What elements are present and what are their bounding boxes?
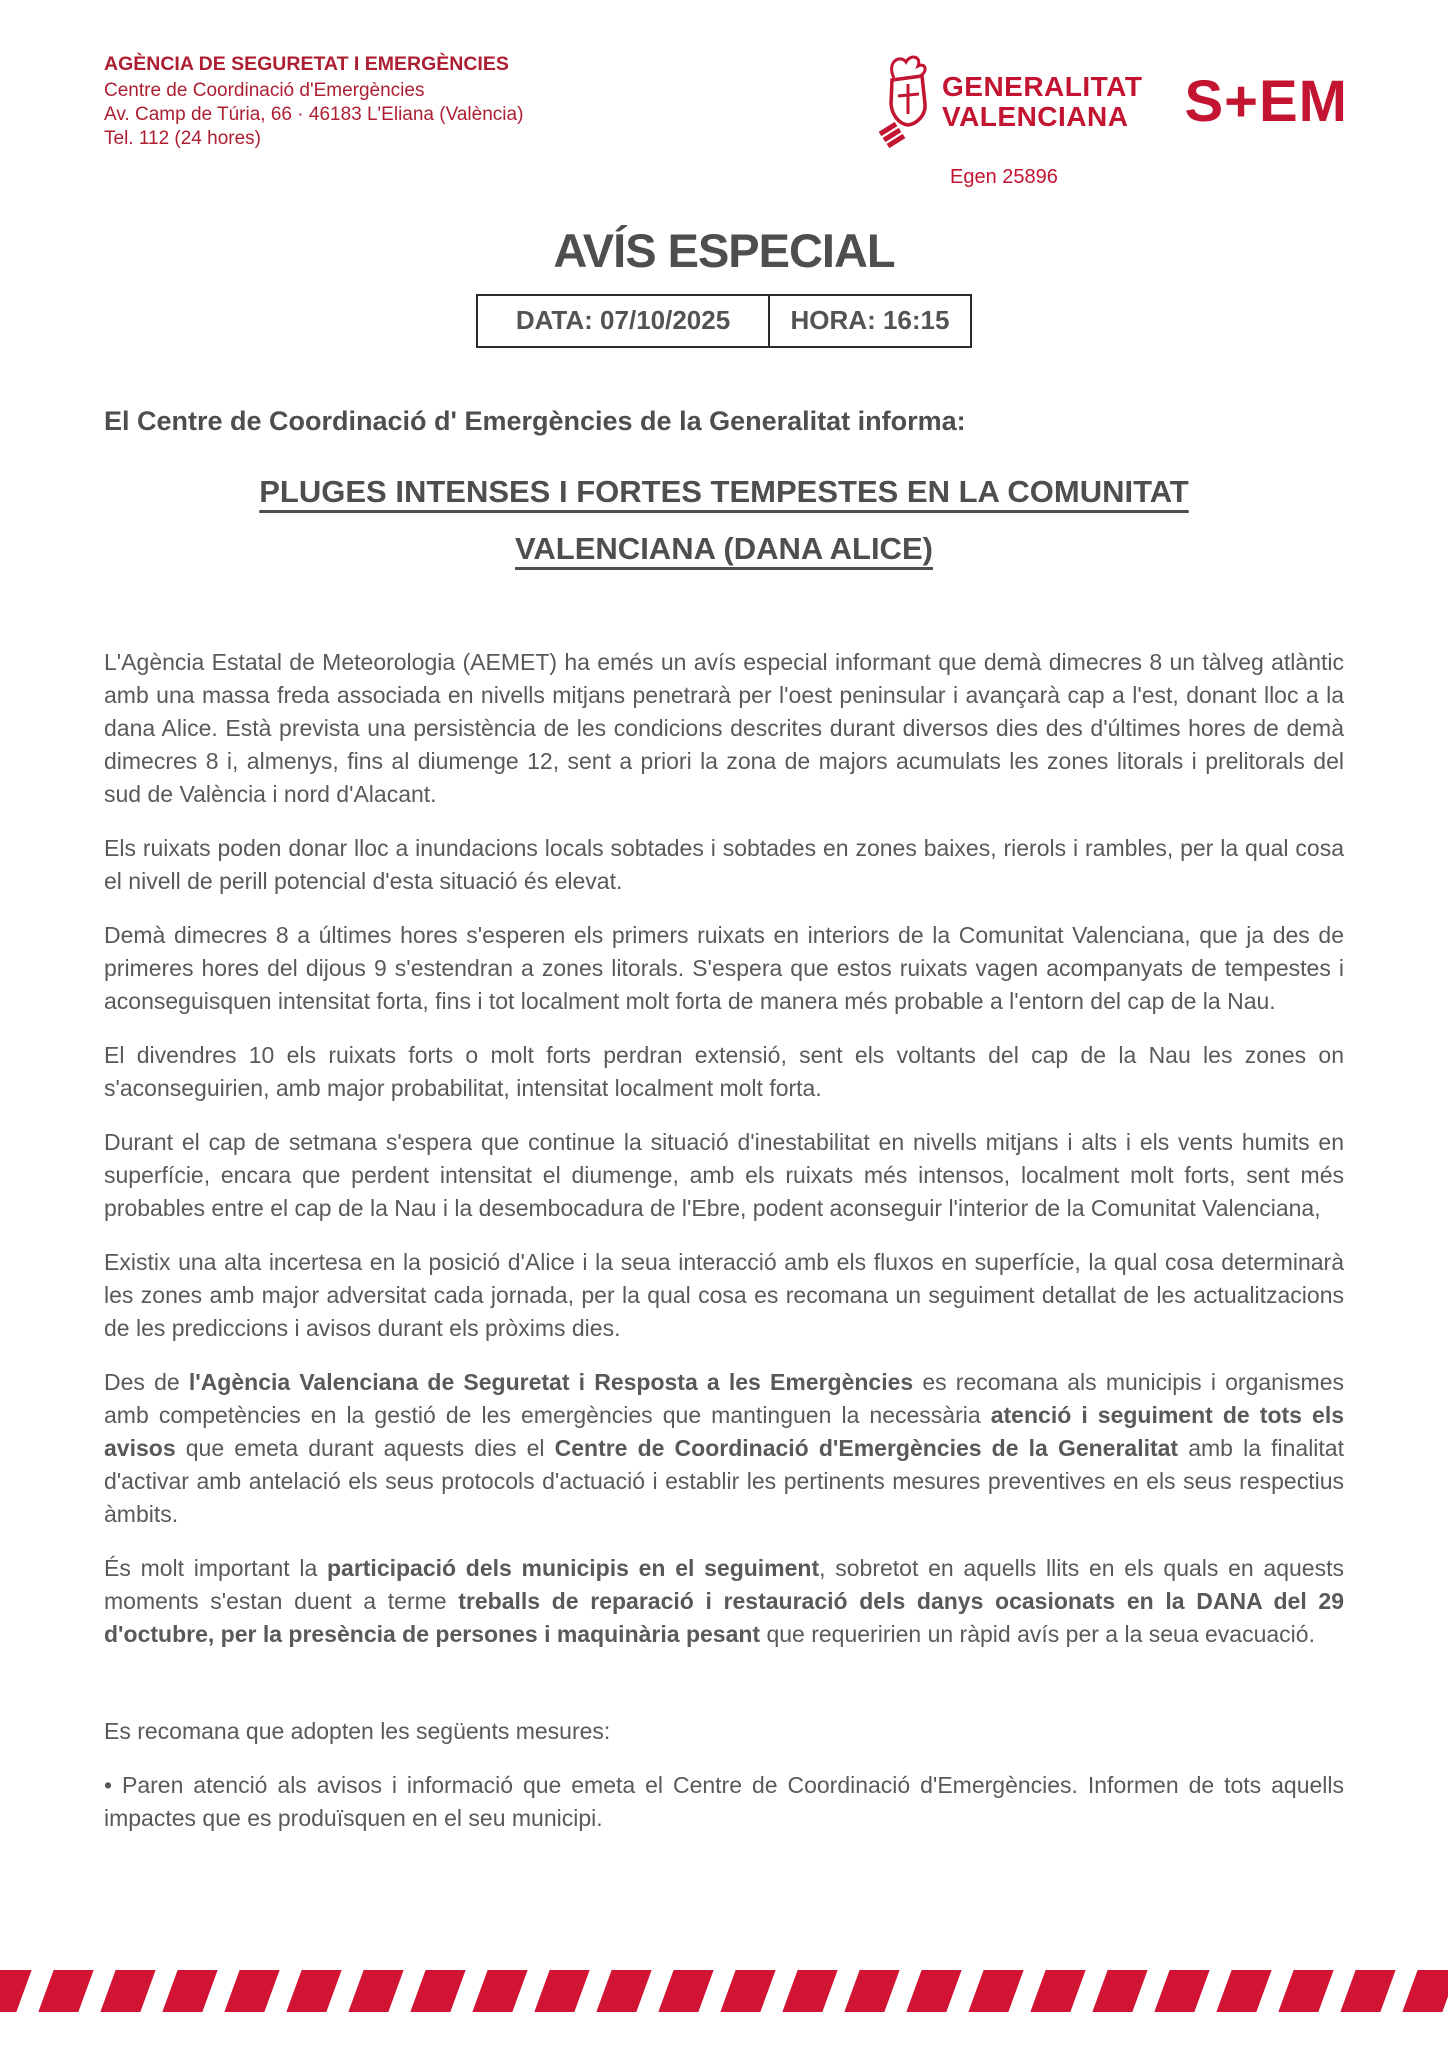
paragraph: Des de l'Agència Valenciana de Seguretat i Resposta a les Emergències es recomana als municipis i organismes amb competències en la gestió de les emergències que mantinguen la necessària atenció i seguiment de tots els avisos que emeta durant aquests dies el Centre de Coordinació d'Emergències de la Generalitat amb la finalitat d'activar amb antelació els seus protocols d'actuació i establir les pertinents mesures preventives en els seus respectius àmbits. — [104, 1368, 1345, 1527]
logo-block — [872, 52, 1348, 189]
time-value: HORA: 16:15 — [790, 305, 950, 335]
hazard-stripe — [844, 1970, 899, 2012]
generalitat-crest-icon — [872, 52, 930, 152]
paragraph: Demà dimecres 8 a últimes hores s'esperen els primers ruixats en interiors de la Comunitat Valenciana, que ja des de primeres hores del dijous 9 s'estendran a zones litorals. S'espera que estos ruixats vagen acompanyats de tempestes i aconseguisquen intensitat forta, fins i tot localment molt forta de manera més probable a l'entorn del cap de la Nau. — [104, 921, 1344, 1014]
hazard-stripe-band — [0, 1970, 1448, 2012]
hazard-stripe — [534, 1970, 589, 2012]
hazard-stripe — [0, 1970, 32, 2012]
hazard-stripe — [286, 1970, 341, 2012]
generalitat-logo-text — [942, 72, 1142, 132]
hazard-stripe — [38, 1970, 93, 2012]
measure-bullet-item: • Paren atenció als avisos i informació que emeta el Centre de Coordinació d'Emergències. Informen de tots aquells impactes que es produïsquen en el seu municipi. — [104, 1771, 1344, 1831]
hazard-stripe — [100, 1970, 155, 2012]
notice-body — [104, 646, 1344, 1835]
date-time-box — [476, 294, 972, 348]
agency-name: AGÈNCIA DE SEGURETAT I EMERGÈNCIES — [104, 53, 509, 75]
hazard-stripe — [906, 1970, 961, 2012]
hazard-stripe — [1030, 1970, 1085, 2012]
hazard-stripe — [224, 1970, 279, 2012]
agency-department: Centre de Coordinació d'Emergències — [104, 80, 425, 101]
hazard-stripe — [1278, 1970, 1333, 2012]
hazard-stripe — [782, 1970, 837, 2012]
paragraph: L'Agència Estatal de Meteorologia (AEMET) ha emés un avís especial informant que demà dimecres 8 un tàlveg atlàntic amb una massa freda associada en nivells mitjans penetrarà per l'oest peninsular i avançarà cap a l'est, donant lloc a la dana Alice. Està prevista una persistència de les condicions descrites durant diversos dies des d'últimes hores de demà dimecres 8 i, almenys, fins al diumenge 12, sent a priori la zona de majors acumulats les zones litorals i prelitorals del sud de València i nord d'Alacant. — [104, 648, 1344, 807]
notice-title: AVÍS ESPECIAL — [553, 224, 895, 277]
paragraph: Els ruixats poden donar lloc a inundacions locals sobtades i sobtades en zones baixes, rierols i rambles, per la qual cosa el nivell de perill potencial d'esta situació és elevat. — [104, 834, 1344, 894]
date-value: DATA: 07/10/2025 — [478, 296, 770, 346]
hazard-stripe — [410, 1970, 465, 2012]
paragraph: Existix una alta incertesa en la posició d'Alice i la seua interacció amb els fluxos en superfície, la qual cosa determinarà les zones amb major adversitat cada jornada, per la qual cosa es recomana un seguiment detallat de les actualitzacions de les prediccions i avisos durant els pròxims dies. — [104, 1248, 1344, 1341]
agency-address: Av. Camp de Túria, 66 · 46183 L'Eliana (València) — [104, 104, 524, 125]
hazard-stripe — [1154, 1970, 1209, 2012]
paragraph: És molt important la participació dels municipis en el seguiment, sobretot en aquells llits en els quals en aquests moments s'estan duent a terme treballs de reparació i restauració dels danys ocasionats en la DANA del 29 d'octubre, per la presència de persones i maquinària pesant que requeririen un ràpid avís per a la seua evacuació. — [104, 1554, 1344, 1647]
agency-block — [104, 52, 523, 151]
hazard-stripe — [348, 1970, 403, 2012]
hazard-stripe — [658, 1970, 713, 2012]
hazard-stripe — [1092, 1970, 1147, 2012]
generalitat-line1: GENERALITAT — [941, 71, 1143, 102]
measures-intro: Es recomana que adopten les següents mesures: — [104, 1717, 611, 1744]
generalitat-logo — [872, 52, 1348, 152]
paragraph: Durant el cap de setmana s'espera que continue la situació d'inestabilitat en nivells mitjans i alts i els vents humits en superfície, encara que perdent intensitat el diumenge, amb els ruixats més intensos, localment molt forts, sent més probables entre el cap de la Nau i la desembocadura de l'Ebre, podent aconseguir l'interior de la Comunitat Valenciana, — [104, 1128, 1344, 1221]
agency-phone: Tel. 112 (24 hores) — [104, 128, 262, 149]
subject-title: PLUGES INTENSES I FORTES TEMPESTES EN LA COMUNITAT VALENCIANA (DANA ALICE) — [259, 474, 1189, 567]
letterhead — [0, 0, 1448, 189]
hazard-stripe — [1402, 1970, 1448, 2012]
hazard-stripe — [1340, 1970, 1395, 2012]
paragraph: El divendres 10 els ruixats forts o molt forts perdran extensió, sent els voltants del cap de la Nau les zones on s'aconseguirien, amb major probabilitat, intensitat localment molt forta. — [104, 1041, 1344, 1101]
hazard-stripe — [720, 1970, 775, 2012]
hazard-stripe — [162, 1970, 217, 2012]
generalitat-line2: VALENCIANA — [941, 101, 1129, 132]
register-ref: Egen 25896 — [949, 166, 1058, 188]
issuer-line: El Centre de Coordinació d' Emergències de la Generalitat informa: — [104, 406, 966, 436]
hazard-stripe — [968, 1970, 1023, 2012]
sem-logo: S+EM — [1184, 68, 1348, 134]
hazard-stripe — [1216, 1970, 1271, 2012]
hazard-stripe — [596, 1970, 651, 2012]
hazard-stripe — [472, 1970, 527, 2012]
